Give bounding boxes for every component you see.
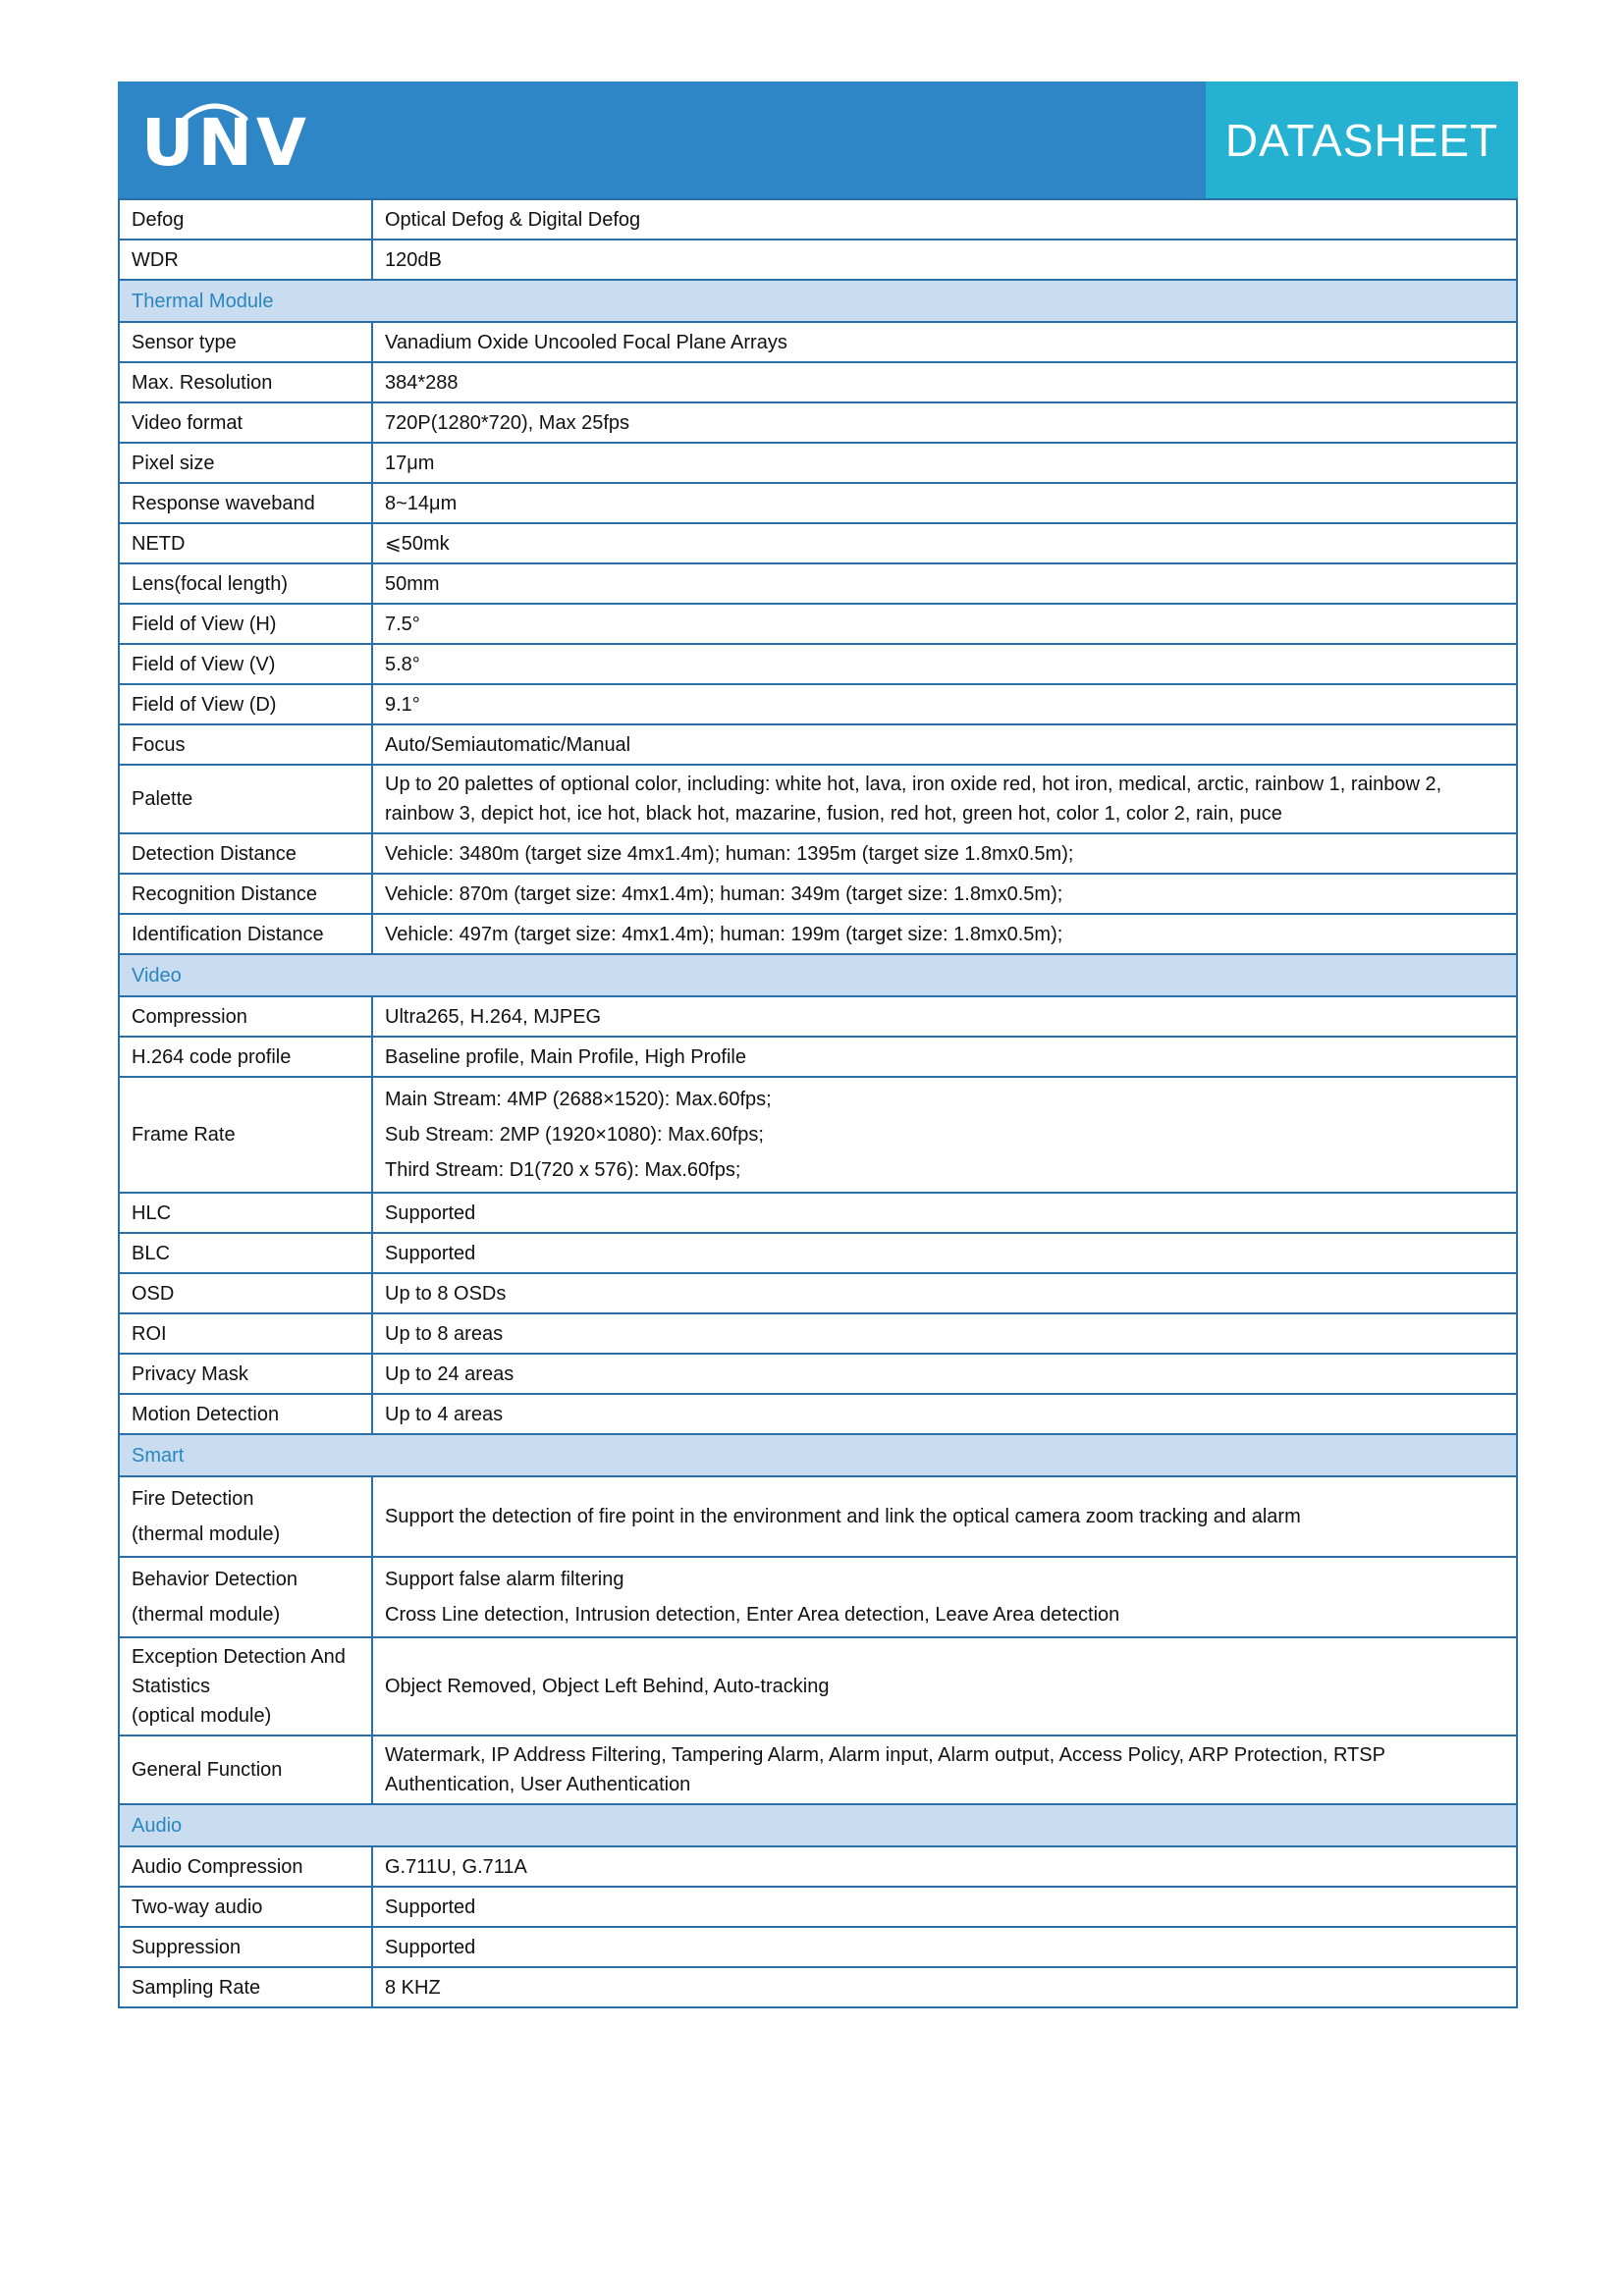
spec-value-cell: [372, 199, 1517, 240]
spec-value-cell: [372, 914, 1517, 954]
spec-value: Cross Line detection, Intrusion detection, Enter Area detection, Leave Area detection: [385, 1604, 1120, 1626]
spec-label: Exception Detection And: [132, 1646, 346, 1668]
spec-label: H.264 code profile: [132, 1045, 292, 1068]
datasheet-page: [118, 81, 1518, 2008]
datasheet-badge: [1206, 81, 1518, 198]
spec-value: Third Stream: D1(720 x 576): Max.60fps;: [385, 1159, 741, 1181]
spec-label: Sensor type: [132, 331, 237, 353]
spec-value-cell: [372, 1077, 1517, 1193]
spec-label-cell: [119, 483, 372, 523]
spec-row: [119, 1394, 1517, 1434]
spec-label: Behavior Detection: [132, 1569, 298, 1590]
section-header-row: [119, 1804, 1517, 1846]
spec-row: [119, 874, 1517, 914]
spec-value: 120dB: [385, 248, 442, 271]
spec-value-cell: [372, 1637, 1517, 1735]
spec-label-cell: [119, 523, 372, 563]
spec-value: Supported: [385, 1936, 476, 1958]
spec-label-cell: [119, 604, 372, 644]
spec-value: Support false alarm filtering: [385, 1569, 624, 1590]
spec-row: [119, 1887, 1517, 1927]
spec-label-cell: [119, 443, 372, 483]
spec-value: Up to 8 areas: [385, 1322, 504, 1345]
spec-label: BLC: [132, 1242, 170, 1264]
spec-value: Supported: [385, 1896, 476, 1918]
spec-label: (thermal module): [132, 1604, 281, 1626]
spec-value-cell: [372, 240, 1517, 280]
spec-row: [119, 1637, 1517, 1735]
spec-label-cell: [119, 402, 372, 443]
spec-label: Suppression: [132, 1936, 242, 1958]
spec-row: [119, 1735, 1517, 1804]
spec-value: Optical Defog & Digital Defog: [385, 208, 641, 231]
spec-value: Sub Stream: 2MP (1920×1080): Max.60fps;: [385, 1124, 764, 1146]
spec-label-cell: [119, 1887, 372, 1927]
spec-row: [119, 1927, 1517, 1967]
spec-value-cell: [372, 443, 1517, 483]
section-header-row: [119, 280, 1517, 322]
spec-value-cell: [372, 1394, 1517, 1434]
spec-label: Field of View (V): [132, 653, 276, 675]
spec-value: 720P(1280*720), Max 25fps: [385, 411, 630, 434]
spec-label-cell: [119, 1735, 372, 1804]
spec-label-cell: [119, 724, 372, 765]
spec-label: Frame Rate: [132, 1124, 236, 1146]
section-title: Audio: [119, 1804, 1517, 1846]
spec-label: NETD: [132, 532, 186, 555]
spec-value: Object Removed, Object Left Behind, Auto-tracking: [385, 1676, 830, 1697]
spec-label-cell: [119, 1313, 372, 1354]
spec-value-cell: [372, 563, 1517, 604]
spec-value: Authentication, User Authentication: [385, 1774, 691, 1795]
spec-label: (thermal module): [132, 1523, 281, 1545]
spec-value: Vehicle: 497m (target size: 4mx1.4m); human: 199m (target size: 1.8mx0.5m);: [385, 923, 1063, 945]
spec-label-cell: [119, 1273, 372, 1313]
spec-label: OSD: [132, 1282, 175, 1305]
spec-value-cell: [372, 1273, 1517, 1313]
spec-label-cell: [119, 1557, 372, 1637]
spec-table: [118, 198, 1518, 2008]
spec-value-cell: [372, 1557, 1517, 1637]
spec-row: [119, 1354, 1517, 1394]
spec-value-cell: [372, 1735, 1517, 1804]
spec-value-cell: [372, 874, 1517, 914]
spec-label-cell: [119, 1476, 372, 1557]
spec-label: WDR: [132, 248, 179, 271]
spec-label: Motion Detection: [132, 1403, 280, 1425]
spec-label: ROI: [132, 1322, 167, 1345]
spec-row: [119, 684, 1517, 724]
spec-value: 17μm: [385, 452, 435, 474]
spec-value: Up to 20 palettes of optional color, including: white hot, lava, iron oxide red, hot iron, medical, arctic, rainbow 1, rainbow 2,: [385, 774, 1442, 795]
spec-row: [119, 914, 1517, 954]
spec-value: Baseline profile, Main Profile, High Profile: [385, 1045, 746, 1068]
spec-value-cell: [372, 1967, 1517, 2007]
section-header-row: [119, 954, 1517, 996]
spec-value-cell: [372, 1476, 1517, 1557]
spec-label-cell: [119, 362, 372, 402]
spec-label: Pixel size: [132, 452, 215, 474]
spec-value-cell: [372, 1846, 1517, 1887]
spec-value: 8~14μm: [385, 492, 458, 514]
spec-label-cell: [119, 874, 372, 914]
spec-value-cell: [372, 322, 1517, 362]
spec-value: Up to 24 areas: [385, 1362, 514, 1385]
spec-value-cell: [372, 1193, 1517, 1233]
spec-label-cell: [119, 1637, 372, 1735]
spec-value: G.711U, G.711A: [385, 1855, 527, 1878]
spec-row: [119, 1846, 1517, 1887]
spec-value: Vehicle: 3480m (target size 4mx1.4m); human: 1395m (target size 1.8mx0.5m);: [385, 842, 1074, 865]
spec-row: [119, 604, 1517, 644]
spec-label: Compression: [132, 1005, 247, 1028]
spec-row: [119, 1476, 1517, 1557]
spec-label: Video format: [132, 411, 244, 434]
spec-row: [119, 1077, 1517, 1193]
spec-label-cell: [119, 199, 372, 240]
spec-label-cell: [119, 914, 372, 954]
spec-label: Field of View (H): [132, 613, 277, 635]
spec-value: 5.8°: [385, 653, 420, 675]
spec-label-cell: [119, 765, 372, 833]
spec-value-cell: [372, 362, 1517, 402]
spec-value: 8 KHZ: [385, 1976, 441, 1999]
spec-label: HLC: [132, 1201, 172, 1224]
spec-label: Statistics: [132, 1676, 211, 1697]
spec-value-cell: [372, 1037, 1517, 1077]
spec-row: [119, 833, 1517, 874]
spec-label-cell: [119, 684, 372, 724]
spec-row: [119, 996, 1517, 1037]
spec-label: Defog: [132, 208, 185, 231]
spec-value-cell: [372, 644, 1517, 684]
spec-row: [119, 1273, 1517, 1313]
spec-row: [119, 322, 1517, 362]
spec-value: Main Stream: 4MP (2688×1520): Max.60fps;: [385, 1089, 772, 1110]
spec-row: [119, 1233, 1517, 1273]
spec-value-cell: [372, 684, 1517, 724]
spec-row: [119, 765, 1517, 833]
spec-label-cell: [119, 833, 372, 874]
spec-row: [119, 1193, 1517, 1233]
spec-label: Sampling Rate: [132, 1976, 261, 1999]
spec-value-cell: [372, 402, 1517, 443]
spec-value-cell: [372, 1313, 1517, 1354]
spec-row: [119, 240, 1517, 280]
spec-value: Up to 4 areas: [385, 1403, 504, 1425]
spec-row: [119, 362, 1517, 402]
spec-value: Ultra265, H.264, MJPEG: [385, 1005, 602, 1028]
spec-label-cell: [119, 1394, 372, 1434]
spec-value: rainbow 3, depict hot, ice hot, black hot, mazarine, fusion, red hot, green hot, color 1, color 2, rain, puce: [385, 803, 1282, 825]
spec-value: Support the detection of fire point in the environment and link the optical camera zoom tracking and alarm: [385, 1506, 1301, 1527]
spec-value: 384*288: [385, 371, 459, 394]
spec-label-cell: [119, 1193, 372, 1233]
spec-value-cell: [372, 833, 1517, 874]
spec-value-cell: [372, 523, 1517, 563]
spec-label-cell: [119, 1354, 372, 1394]
spec-label: Privacy Mask: [132, 1362, 248, 1385]
spec-label-cell: [119, 563, 372, 604]
spec-table-body: [119, 199, 1517, 2007]
spec-value: Vehicle: 870m (target size: 4mx1.4m); human: 349m (target size: 1.8mx0.5m);: [385, 882, 1063, 905]
section-title: Video: [119, 954, 1517, 996]
spec-value-cell: [372, 1887, 1517, 1927]
section-title: Smart: [119, 1434, 1517, 1476]
spec-label: Two-way audio: [132, 1896, 263, 1918]
spec-row: [119, 483, 1517, 523]
spec-label: Recognition Distance: [132, 882, 317, 905]
datasheet-label: DATASHEET: [1224, 114, 1499, 166]
spec-value: Watermark, IP Address Filtering, Tampering Alarm, Alarm input, Alarm output, Access Policy, ARP Protection, RTSP: [385, 1744, 1385, 1766]
spec-label-cell: [119, 1927, 372, 1967]
spec-row: [119, 402, 1517, 443]
spec-row: [119, 199, 1517, 240]
spec-label-cell: [119, 1037, 372, 1077]
spec-row: [119, 1037, 1517, 1077]
spec-label: Detection Distance: [132, 842, 297, 865]
section-title: Thermal Module: [119, 280, 1517, 322]
spec-value-cell: [372, 604, 1517, 644]
spec-value: Supported: [385, 1242, 476, 1264]
spec-label: Palette: [132, 788, 193, 810]
spec-value-cell: [372, 765, 1517, 833]
spec-row: [119, 523, 1517, 563]
spec-value: 7.5°: [385, 613, 420, 635]
spec-row: [119, 724, 1517, 765]
spec-value: Up to 8 OSDs: [385, 1282, 507, 1305]
spec-row: [119, 443, 1517, 483]
spec-row: [119, 1967, 1517, 2007]
spec-value: Auto/Semiautomatic/Manual: [385, 733, 631, 756]
spec-label-cell: [119, 322, 372, 362]
spec-row: [119, 1313, 1517, 1354]
spec-label: Audio Compression: [132, 1855, 303, 1878]
spec-value: Vanadium Oxide Uncooled Focal Plane Arrays: [385, 331, 787, 353]
spec-label-cell: [119, 1967, 372, 2007]
spec-label: Focus: [132, 733, 186, 756]
spec-label-cell: [119, 996, 372, 1037]
spec-label: Max. Resolution: [132, 371, 273, 394]
header-bar: [118, 81, 1518, 198]
spec-label: Identification Distance: [132, 923, 324, 945]
spec-label-cell: [119, 240, 372, 280]
spec-value-cell: [372, 996, 1517, 1037]
spec-label: Field of View (D): [132, 693, 277, 716]
spec-value: 50mm: [385, 572, 440, 595]
spec-value-cell: [372, 1354, 1517, 1394]
spec-label-cell: [119, 1233, 372, 1273]
brand-logo: [141, 99, 310, 182]
section-header-row: [119, 1434, 1517, 1476]
spec-value: ⩽50mk: [385, 532, 450, 555]
spec-label: Lens(focal length): [132, 572, 288, 595]
spec-value: Supported: [385, 1201, 476, 1224]
spec-value-cell: [372, 724, 1517, 765]
spec-label: General Function: [132, 1759, 283, 1781]
spec-label-cell: [119, 644, 372, 684]
spec-value-cell: [372, 1233, 1517, 1273]
spec-label: (optical module): [132, 1705, 272, 1727]
spec-value-cell: [372, 483, 1517, 523]
spec-row: [119, 563, 1517, 604]
spec-row: [119, 1557, 1517, 1637]
spec-label-cell: [119, 1846, 372, 1887]
spec-value-cell: [372, 1927, 1517, 1967]
spec-value: 9.1°: [385, 693, 420, 716]
spec-label-cell: [119, 1077, 372, 1193]
spec-label: Response waveband: [132, 492, 315, 514]
logo-text: UNV: [141, 105, 310, 181]
spec-label: Fire Detection: [132, 1488, 254, 1510]
spec-row: [119, 644, 1517, 684]
